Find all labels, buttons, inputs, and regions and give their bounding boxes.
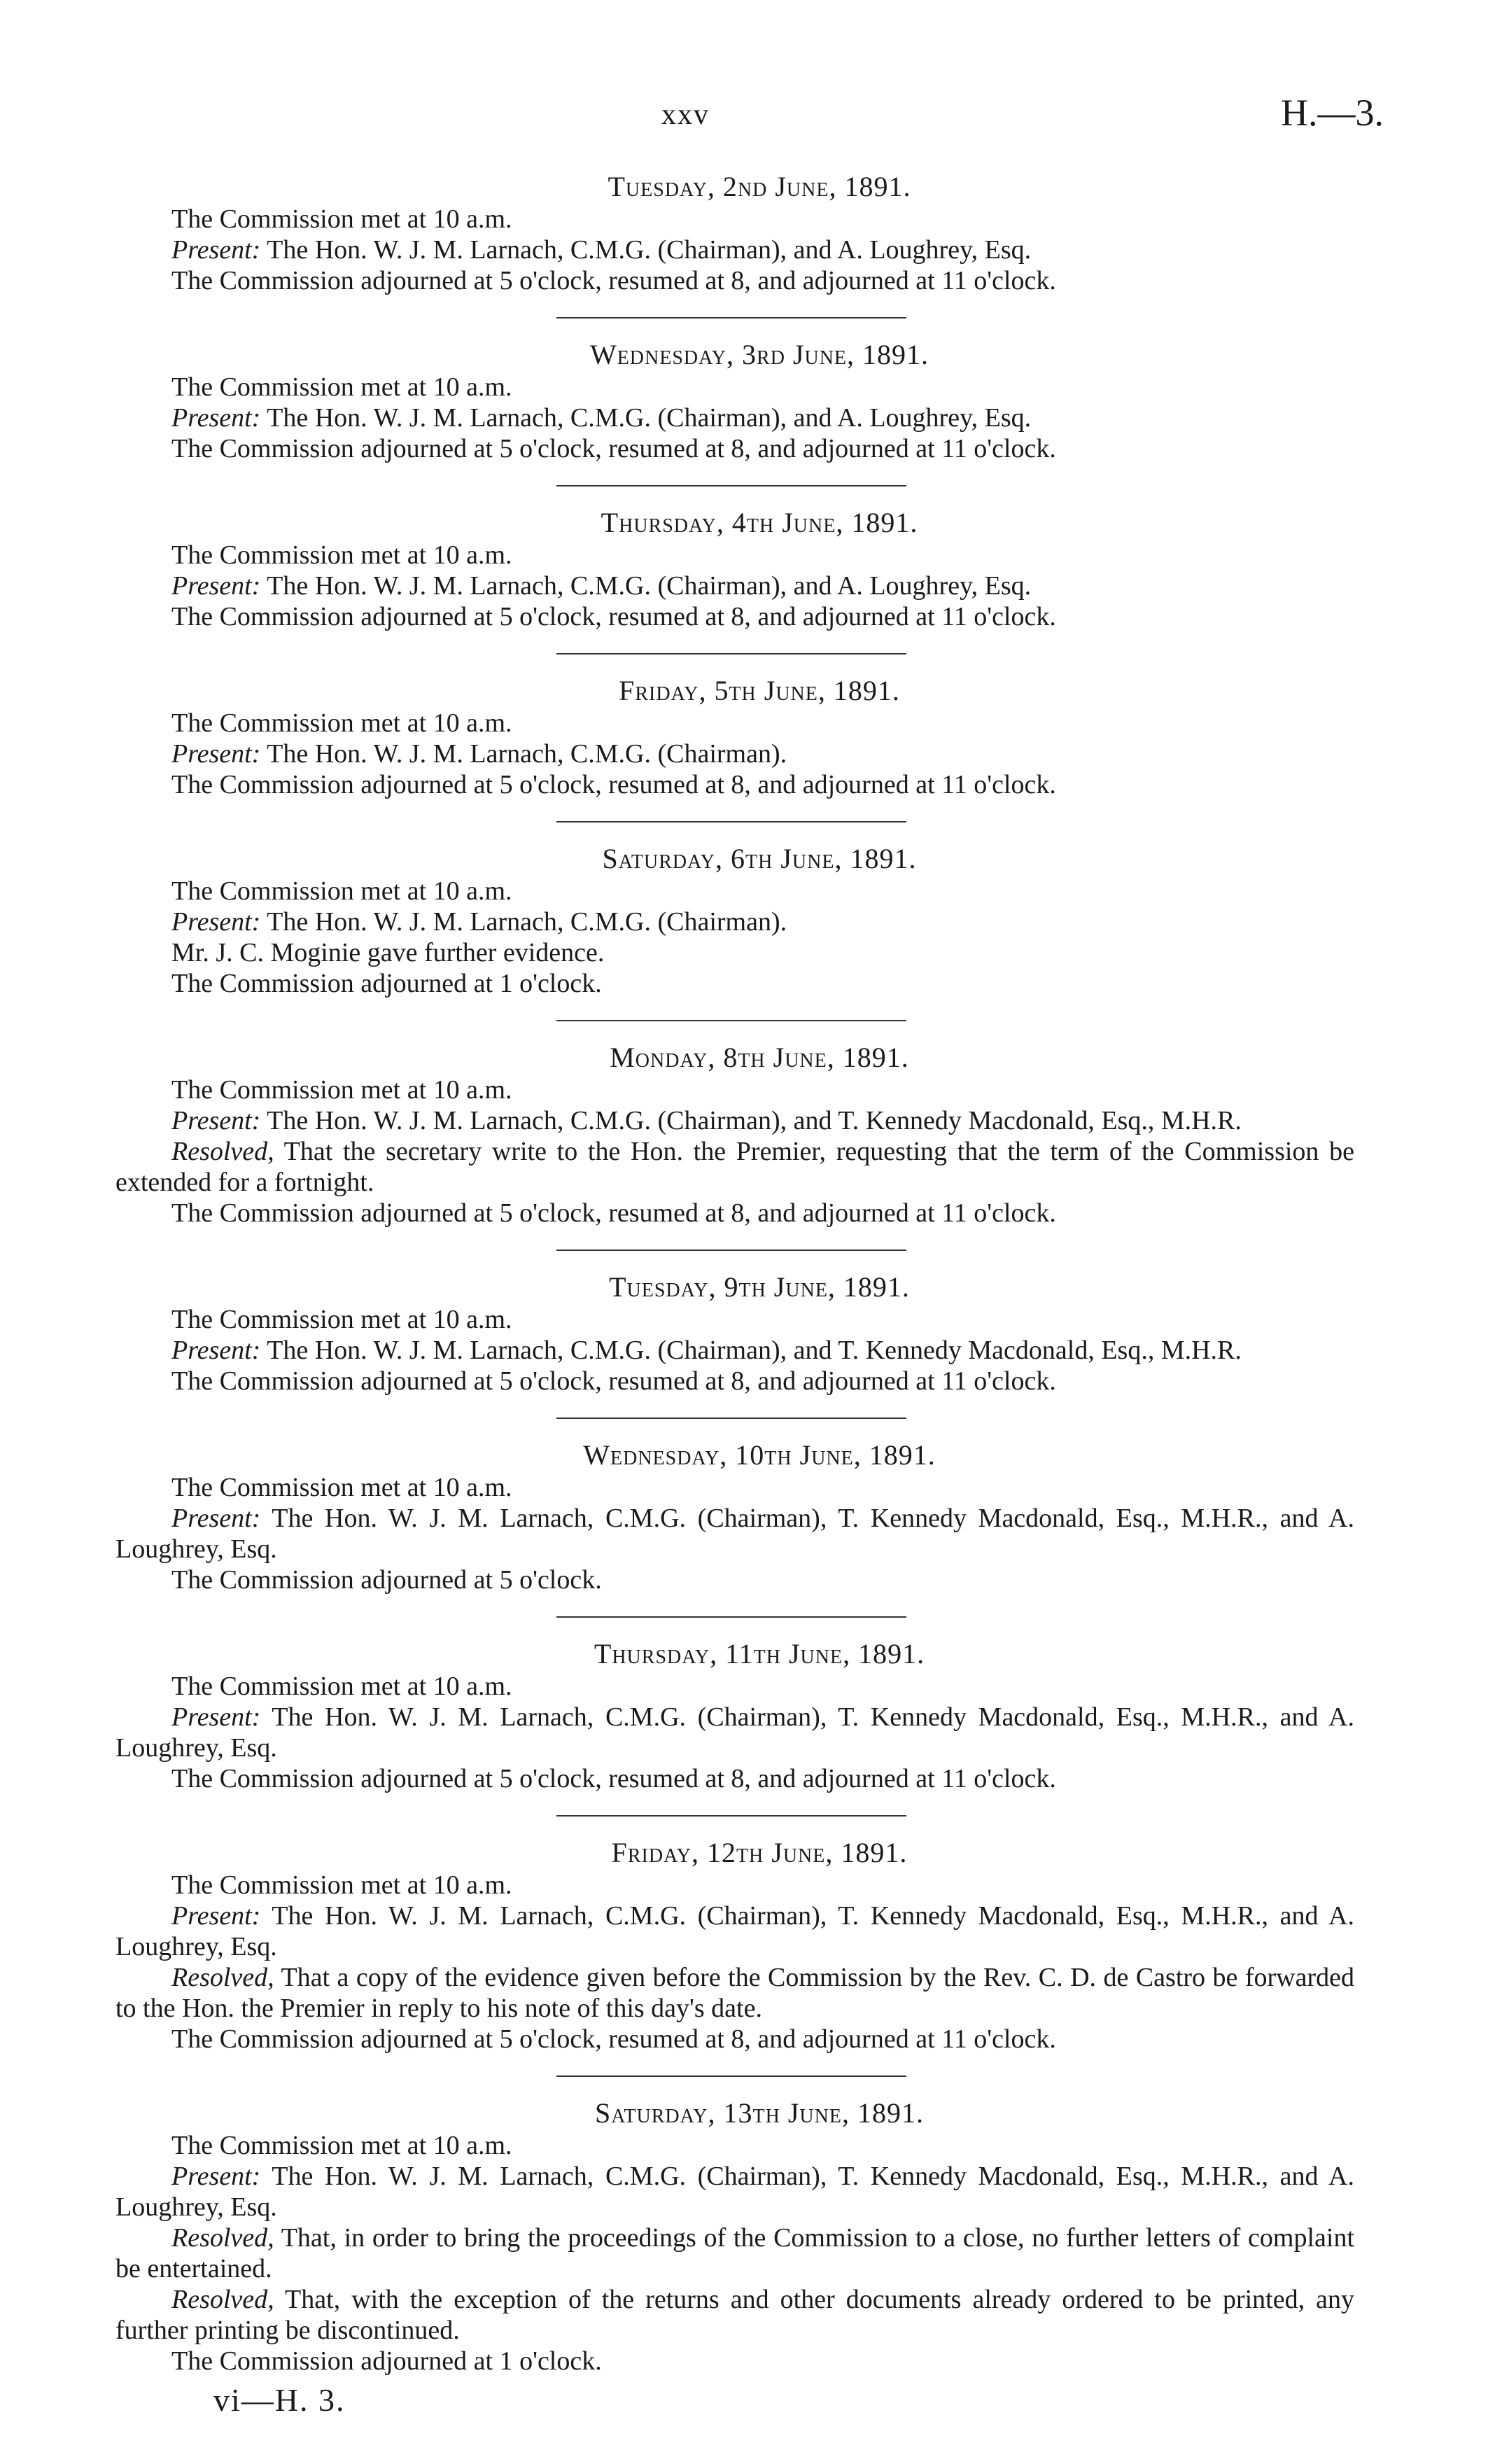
adjourned-line: The Commission adjourned at 5 o'clock. <box>171 1565 602 1595</box>
series-reference: H.—3. <box>1281 92 1384 134</box>
met-line: The Commission met at 10 a.m. <box>171 876 512 906</box>
present-line: Present: The Hon. W. J. M. Larnach, C.M.G. (Chairman), and A. Loughrey, Esq. <box>171 571 1032 601</box>
present-line: Present: The Hon. W. J. M. Larnach, C.M.G. (Chairman), and T. Kennedy Macdonald, Esq., M.H.R. <box>171 1106 1242 1135</box>
minutes-entry <box>115 340 1354 464</box>
met-line: The Commission met at 10 a.m. <box>171 1075 512 1105</box>
evidence-line: Mr. J. C. Moginie gave further evidence. <box>171 938 605 967</box>
minutes-entry <box>115 1440 1354 1595</box>
entry-date: Monday, 8th June, 1891. <box>610 1042 909 1073</box>
entry-date: Thursday, 11th June, 1891. <box>594 1638 925 1670</box>
page-header <box>0 92 1488 140</box>
present-line: Present: The Hon. W. J. M. Larnach, C.M.G. (Chairman), and A. Loughrey, Esq. <box>171 235 1032 265</box>
minutes-entry <box>115 1042 1354 1228</box>
entry-date: Tuesday, 2nd June, 1891. <box>608 171 911 202</box>
section-divider <box>556 1616 906 1618</box>
section-divider <box>556 1250 906 1251</box>
minutes-entry <box>115 2098 1354 2376</box>
adjourned-line: The Commission adjourned at 5 o'clock, resumed at 8, and adjourned at 11 o'clock. <box>171 2024 1056 2054</box>
adjourned-line: The Commission adjourned at 5 o'clock, resumed at 8, and adjourned at 11 o'clock. <box>171 770 1056 799</box>
minutes-entry <box>115 172 1354 296</box>
entry-date: Friday, 5th June, 1891. <box>619 675 900 706</box>
entry-date: Saturday, 6th June, 1891. <box>602 843 917 874</box>
minutes-entry <box>115 1272 1354 1396</box>
minutes-entry <box>115 1639 1354 1794</box>
entry-date: Thursday, 4th June, 1891. <box>601 507 918 538</box>
minutes-entry <box>115 1837 1354 2054</box>
entry-date: Saturday, 13th June, 1891. <box>595 2097 924 2129</box>
adjourned-line: The Commission adjourned at 5 o'clock, resumed at 8, and adjourned at 11 o'clock. <box>171 1366 1056 1396</box>
met-line: The Commission met at 10 a.m. <box>171 708 512 738</box>
present-line: Present: The Hon. W. J. M. Larnach, C.M.G. (Chairman), T. Kennedy Macdonald, Esq., M.H.R., and A. Loughrey, Esq. <box>115 1901 1354 1961</box>
met-line: The Commission met at 10 a.m. <box>171 2131 512 2160</box>
adjourned-line: The Commission adjourned at 5 o'clock, resumed at 8, and adjourned at 11 o'clock. <box>171 602 1056 631</box>
met-line: The Commission met at 10 a.m. <box>171 1870 512 1900</box>
met-line: The Commission met at 10 a.m. <box>171 1672 512 1701</box>
entry-date: Wednesday, 3rd June, 1891. <box>589 339 929 370</box>
met-line: The Commission met at 10 a.m. <box>171 1473 512 1502</box>
present-line: Present: The Hon. W. J. M. Larnach, C.M.G. (Chairman), T. Kennedy Macdonald, Esq., M.H.R., and A. Loughrey, Esq. <box>115 2162 1354 2222</box>
adjourned-line: The Commission adjourned at 5 o'clock, resumed at 8, and adjourned at 11 o'clock. <box>171 1198 1056 1228</box>
section-divider <box>556 821 906 822</box>
section-divider <box>556 1418 906 1419</box>
signature-mark: vi—H. 3. <box>213 2382 346 2418</box>
adjourned-line: The Commission adjourned at 5 o'clock, resumed at 8, and adjourned at 11 o'clock. <box>171 1764 1056 1793</box>
present-line: Present: The Hon. W. J. M. Larnach, C.M.G. (Chairman), T. Kennedy Macdonald, Esq., M.H.R., and A. Loughrey, Esq. <box>115 1702 1354 1763</box>
present-line: Present: The Hon. W. J. M. Larnach, C.M.G. (Chairman). <box>171 739 787 769</box>
met-line: The Commission met at 10 a.m. <box>171 372 512 402</box>
resolution-line: Resolved, That, in order to bring the proceedings of the Commission to a close, no further letters of complaint be entertained. <box>115 2223 1354 2283</box>
minutes-entry <box>115 844 1354 999</box>
present-line: Present: The Hon. W. J. M. Larnach, C.M.G. (Chairman), and A. Loughrey, Esq. <box>171 403 1032 433</box>
adjourned-line: The Commission adjourned at 1 o'clock. <box>171 2346 602 2376</box>
met-line: The Commission met at 10 a.m. <box>171 1305 512 1334</box>
resolution-line: Resolved, That a copy of the evidence given before the Commission by the Rev. C. D. de Castro be forwarded to the Hon. the Premier in reply to his note of this day's date. <box>115 1963 1354 2023</box>
present-line: Present: The Hon. W. J. M. Larnach, C.M.G. (Chairman), T. Kennedy Macdonald, Esq., M.H.R., and A. Loughrey, Esq. <box>115 1504 1354 1564</box>
resolution-line: Resolved, That the secretary write to the Hon. the Premier, requesting that the term of the Commission be extended for a fortnight. <box>115 1137 1354 1197</box>
page-number: xxv <box>661 99 710 131</box>
section-divider <box>556 1815 906 1816</box>
present-line: Present: The Hon. W. J. M. Larnach, C.M.G. (Chairman). <box>171 907 787 937</box>
adjourned-line: The Commission adjourned at 5 o'clock, resumed at 8, and adjourned at 11 o'clock. <box>171 266 1056 295</box>
adjourned-line: The Commission adjourned at 5 o'clock, resumed at 8, and adjourned at 11 o'clock. <box>171 434 1056 463</box>
section-divider <box>556 653 906 654</box>
minutes-entry <box>115 676 1354 800</box>
section-divider <box>556 2076 906 2077</box>
minutes-body <box>115 172 1354 2451</box>
met-line: The Commission met at 10 a.m. <box>171 204 512 234</box>
entry-date: Tuesday, 9th June, 1891. <box>609 1271 910 1303</box>
minutes-entry <box>115 507 1354 632</box>
section-divider <box>556 317 906 318</box>
met-line: The Commission met at 10 a.m. <box>171 540 512 570</box>
adjourned-line: The Commission adjourned at 1 o'clock. <box>171 969 602 998</box>
section-divider <box>556 1020 906 1021</box>
entry-date: Wednesday, 10th June, 1891. <box>583 1439 936 1471</box>
resolution-line: Resolved, That, with the exception of the returns and other documents already ordered to be printed, any further printing be discontinued. <box>115 2285 1354 2345</box>
present-line: Present: The Hon. W. J. M. Larnach, C.M.G. (Chairman), and T. Kennedy Macdonald, Esq., M.H.R. <box>171 1336 1242 1365</box>
entry-date: Friday, 12th June, 1891. <box>611 1837 908 1868</box>
section-divider <box>556 485 906 486</box>
